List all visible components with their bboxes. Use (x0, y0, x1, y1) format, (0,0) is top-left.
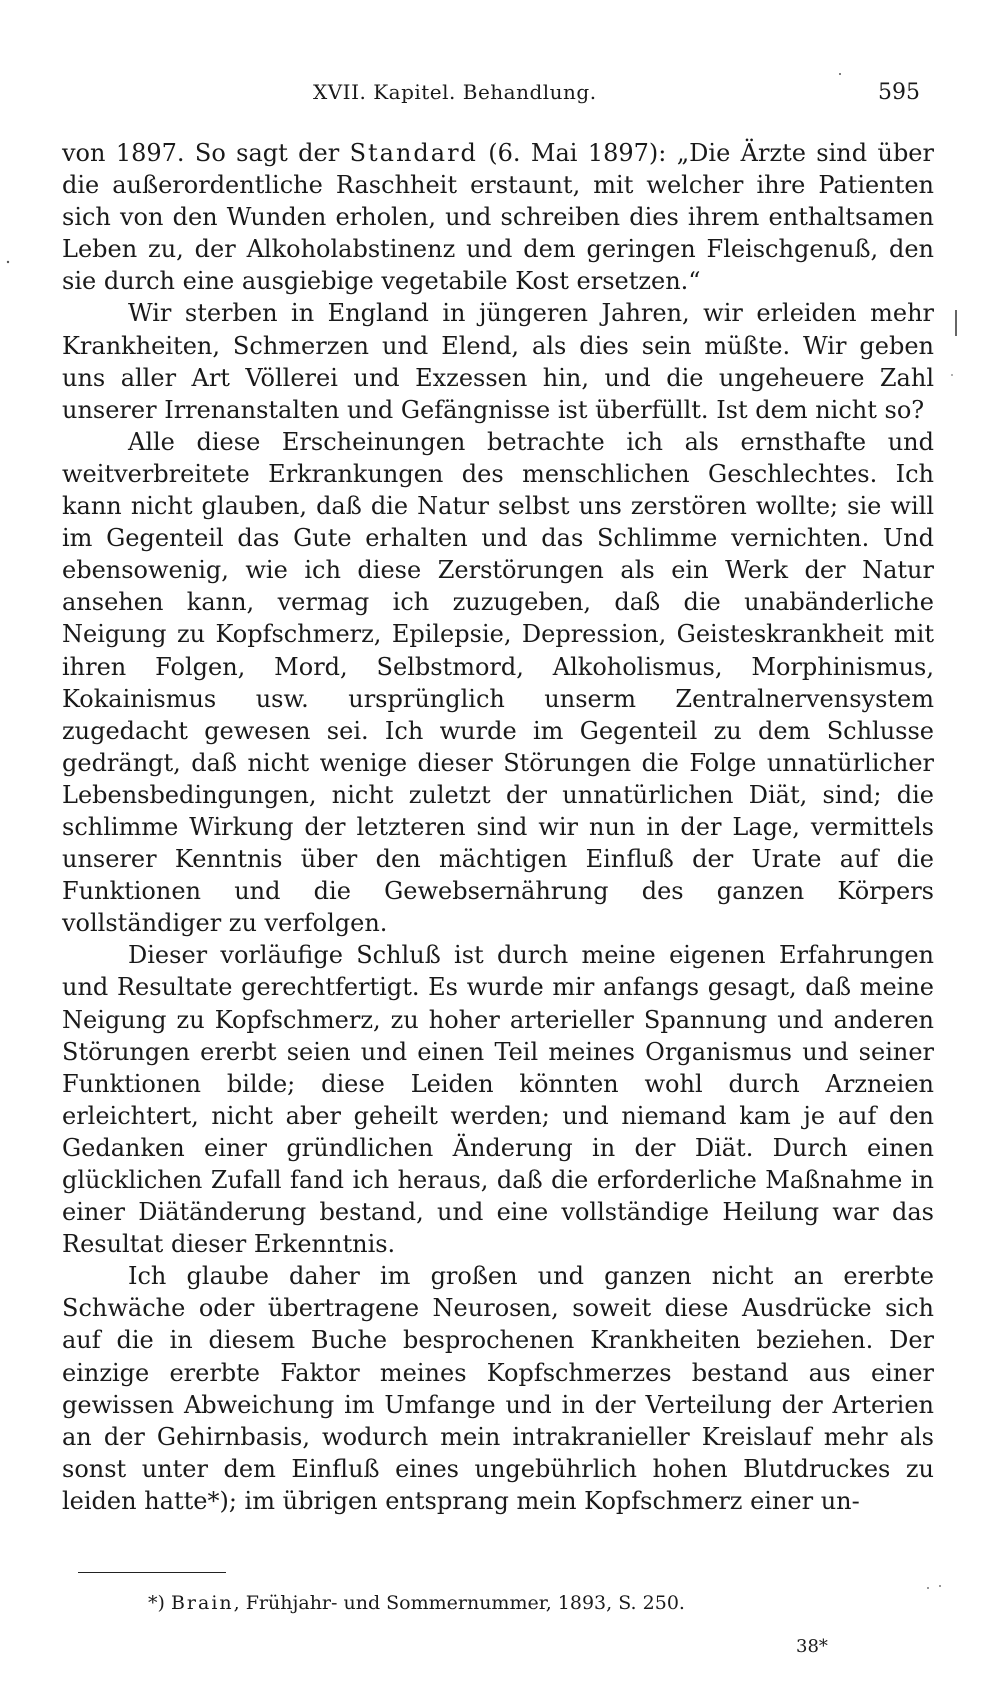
footnote-divider (78, 1572, 226, 1573)
paragraph-4: Dieser vorläufige Schluß ist durch meine eigenen Erfahrungen und Resultate gerechtfertigt. Es wurde mir anfangs gesagt, daß meine Neigung zu Kopfschmerz, zu hoher arterieller Spannung und anderen Störungen ererbt seien und einen Teil meines Organismus und seiner Funktionen bilde; diese Leiden könnten wohl durch Arzneien erleichtert, nicht aber geheilt werden; und niemand kam je auf den Gedanken einer gründlichen Änderung in der Diät. Durch einen glücklichen Zufall fand ich heraus, daß die erforderliche Maßnahme in einer Diätänderung bestand, und eine vollständige Heilung war das Resultat dieser Erkenntnis. (62, 941, 934, 1259)
footnote (148, 1592, 685, 1614)
newspaper-name: Standard (349, 139, 478, 167)
body-text (62, 137, 934, 1517)
signature-mark: 38* (796, 1636, 828, 1657)
paragraph-2: Wir sterben in England in jüngeren Jahren, wir erleiden mehr Krankheiten, Schmerzen und Elend, als dies sein müßte. Wir geben uns aller Art Völlerei und Exzessen hin, und die ungeheuere Zahl unserer Irrenanstalten und Gefängnisse ist überfüllt. Ist dem nicht so? (62, 299, 934, 424)
chapter-heading: XVII. Kapitel. Behandlung. (313, 80, 597, 104)
footnote-text: , Frühjahr- und Sommernummer, 1893, S. 250. (233, 1592, 685, 1614)
paragraph-3: Alle diese Erscheinungen betrachte ich als ernsthafte und weitverbreitete Erkrankungen des menschlichen Geschlechtes. Ich kann nicht glauben, daß die Natur selbst uns zerstören wollte; sie will im Gegenteil das Gute erhalten und das Schlimme vernichten. Und ebensowenig, wie ich diese Zerstörungen als ein Werk der Natur ansehen kann, vermag ich zuzugeben, daß die unabänderliche Neigung zu Kopfschmerz, Epilepsie, Depression, Geisteskrankheit mit ihren Folgen, Mord, Selbstmord, Alkoholismus, Morphinismus, Kokainismus usw. ursprünglich unserm Zentralnervensystem zugedacht gewesen sei. Ich wurde im Gegenteil zu dem Schlusse gedrängt, daß nicht wenige dieser Störungen die Folge unnatürlicher Lebensbedingungen, nicht zuletzt der unnatürlichen Diät, sind; die schlimme Wirkung der letzteren sind wir nun in der Lage, vermittels unserer Kenntnis über den mächtigen Einfluß der Urate auf die Funktionen und die Gewebsernährung des ganzen Körpers vollständiger zu verfolgen. (62, 427, 934, 938)
paragraph-1-prefix: von 1897. So sagt der (62, 139, 350, 167)
footnote-journal: Brain (170, 1592, 234, 1614)
paragraph-1-suffix: (6. Mai 1897): „Die Ärzte sind über die außerordentliche Raschheit erstaunt, mit welcher ihre Patienten sich von den Wunden erholen, und schreiben dies ihrem enthaltsamen Leben zu, der Alkoholabstinenz und dem geringen Fleischgenuß, den sie durch eine ausgiebige vegetabile Kost ersetzen.“ (62, 139, 934, 296)
paragraph-1 (62, 137, 934, 297)
footnote-marker: *) (148, 1592, 165, 1614)
paragraph-5: Ich glaube daher im großen und ganzen nicht an ererbte Schwäche oder übertragene Neurosen, soweit diese Ausdrücke sich auf die in diesem Buche besprochenen Krankheiten beziehen. Der einzige ererbte Faktor meines Kopfschmerzes bestand aus einer gewissen Abweichung im Umfange und in der Verteilung der Arterien an der Gehirnbasis, wodurch mein intrakranieller Kreislauf mehr als sonst unter dem Einfluß eines ungebührlich hohen Blutdruckes zu leiden hatte*); im übrigen entsprang mein Kopfschmerz einer un- (62, 1262, 934, 1515)
running-head (0, 80, 1000, 116)
page-number: 595 (878, 80, 920, 105)
